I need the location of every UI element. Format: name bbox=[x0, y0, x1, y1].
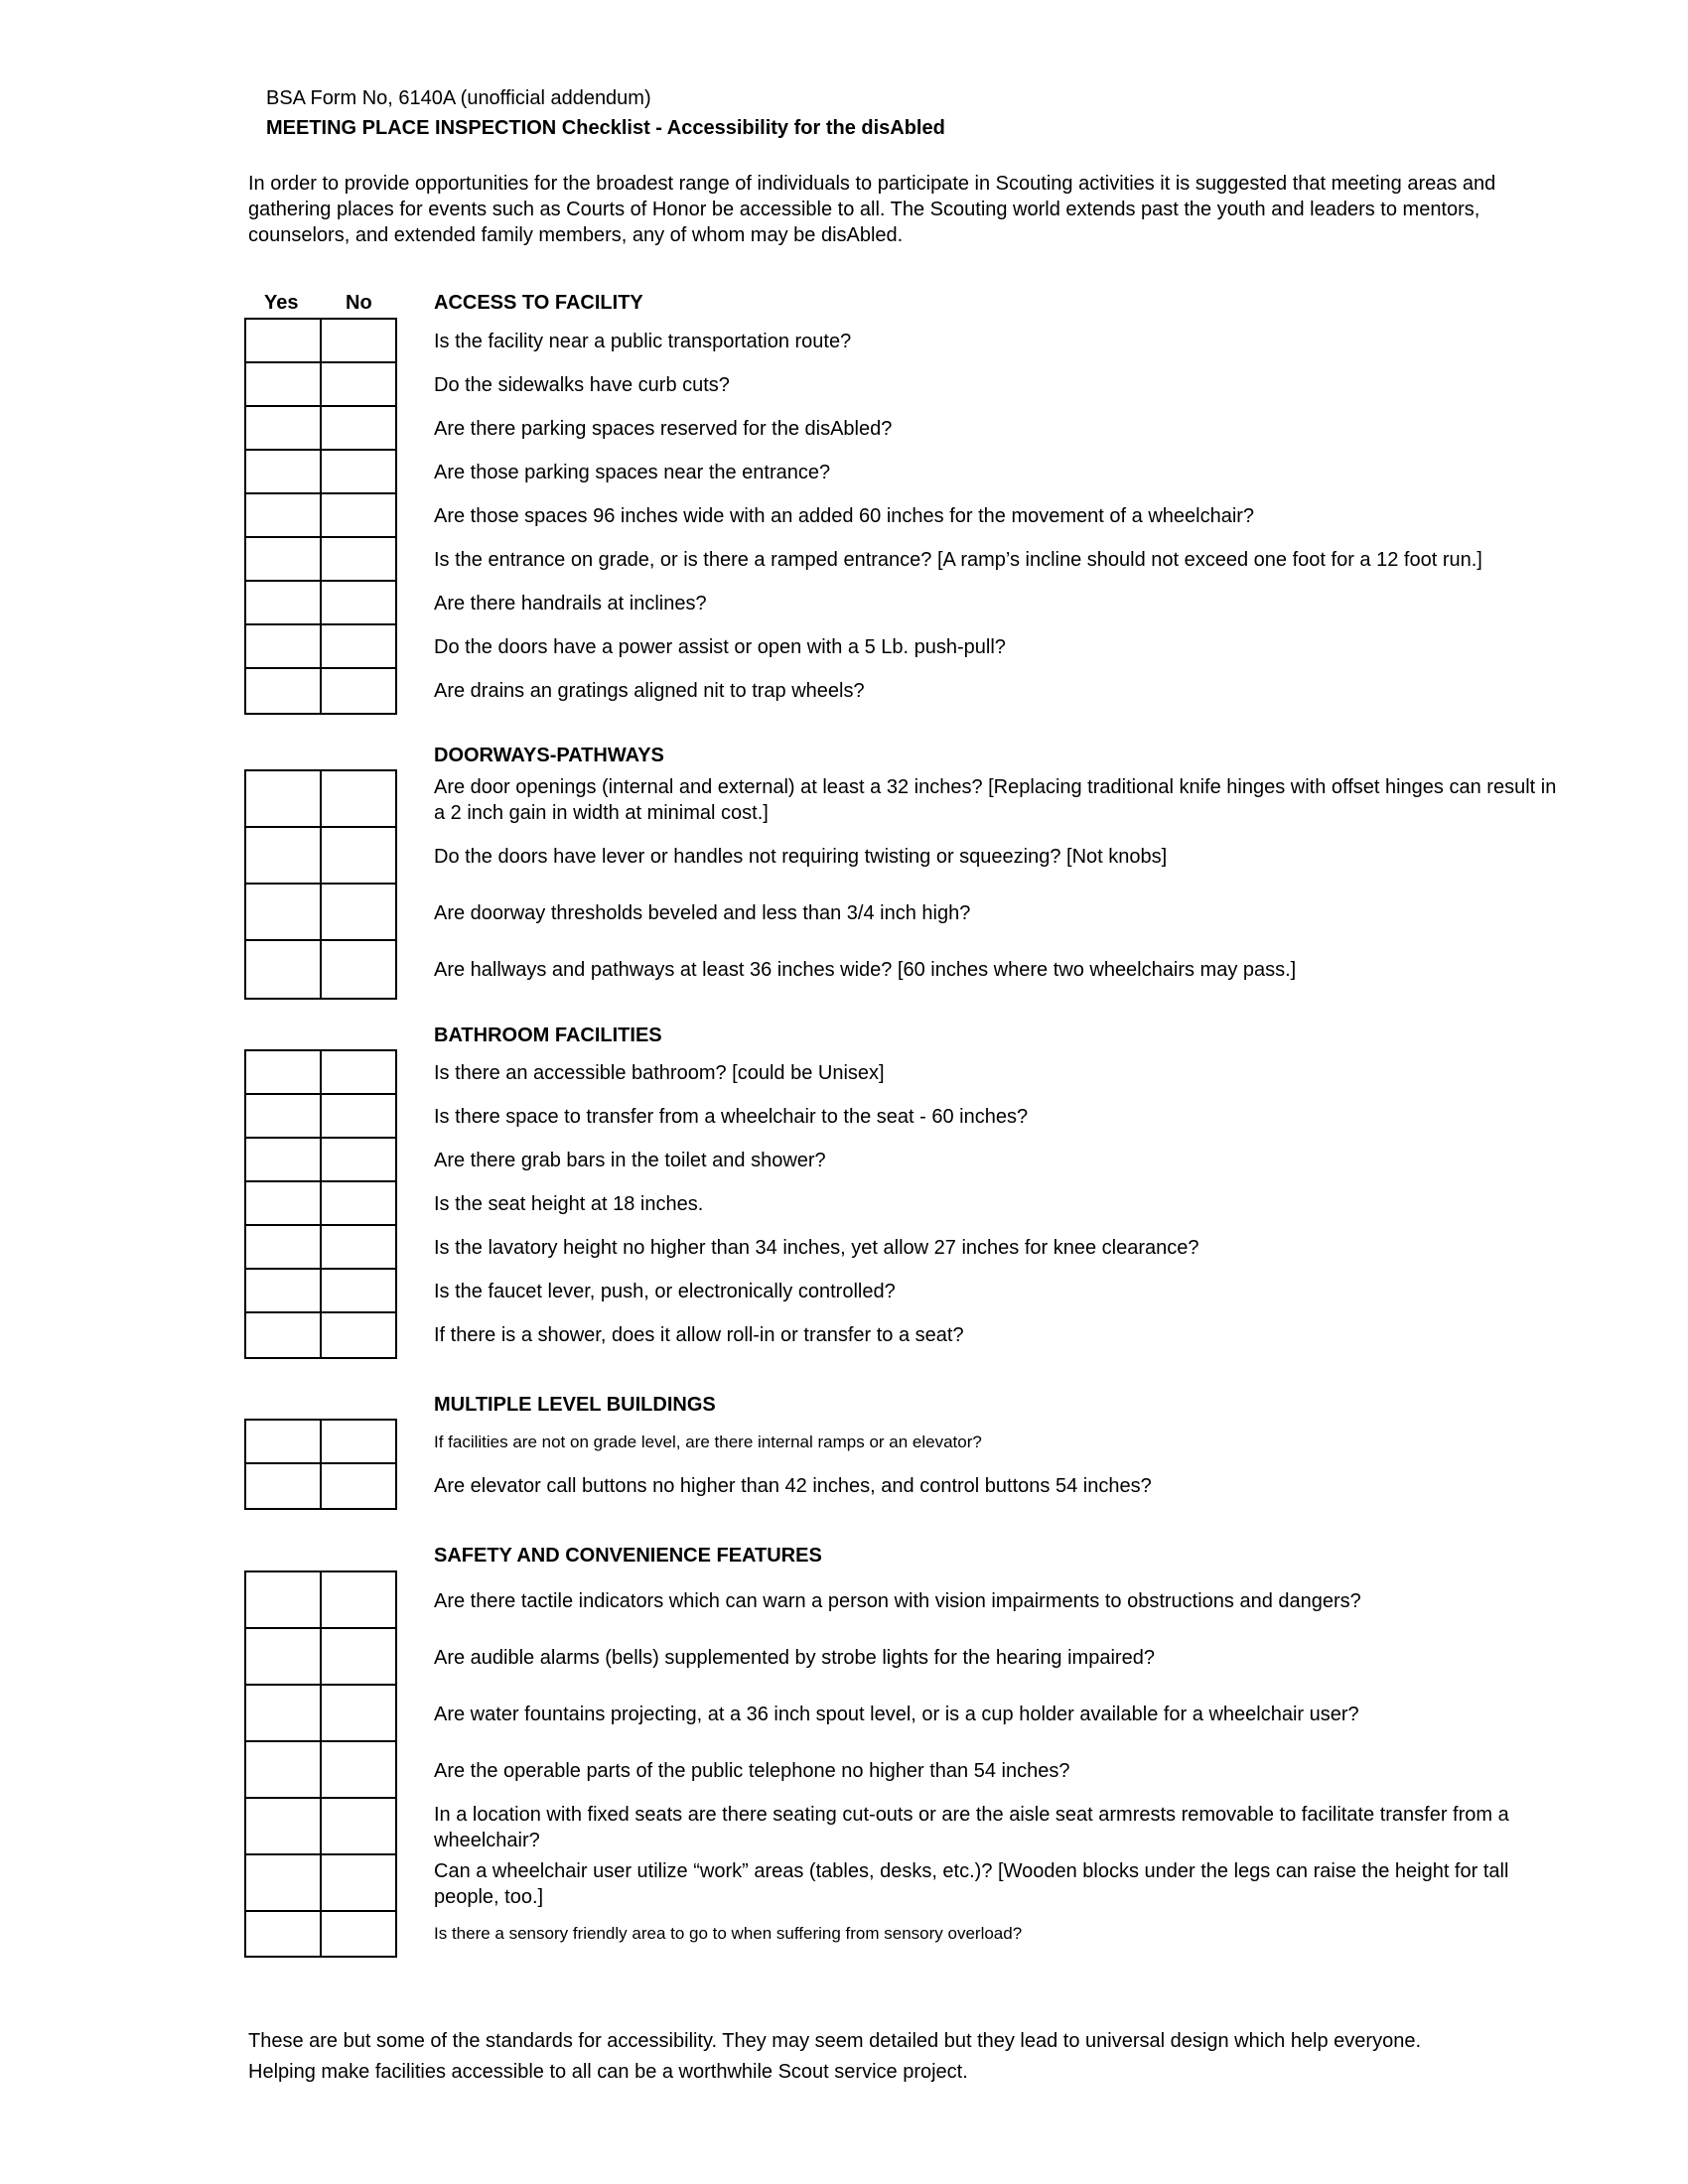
no-checkbox[interactable] bbox=[322, 407, 395, 449]
question-text: Are those spaces 96 inches wide with an added 60 inches for the movement of a wheelchair? bbox=[434, 505, 1255, 527]
checklist-row bbox=[246, 1051, 395, 1095]
no-checkbox[interactable] bbox=[322, 1855, 395, 1910]
checklist-row bbox=[246, 771, 395, 828]
yes-checkbox[interactable] bbox=[246, 363, 322, 405]
yes-checkbox[interactable] bbox=[246, 1464, 322, 1508]
checklist-row bbox=[246, 1686, 395, 1742]
checklist-row bbox=[246, 1270, 395, 1313]
yes-column-header: Yes bbox=[264, 292, 299, 314]
question-text: Is the lavatory height no higher than 34 inches, yet allow 27 inches for knee clearance? bbox=[434, 1237, 1199, 1259]
yes-checkbox[interactable] bbox=[246, 582, 322, 623]
yes-checkbox[interactable] bbox=[246, 1051, 322, 1093]
yes-checkbox[interactable] bbox=[246, 1855, 322, 1910]
checkbox-grid-bathroom bbox=[244, 1049, 397, 1359]
question-text: Are water fountains projecting, at a 36 inch spout level, or is a cup holder available for a wheelchair user? bbox=[434, 1703, 1359, 1725]
checklist-row bbox=[246, 1855, 395, 1912]
no-checkbox[interactable] bbox=[322, 1464, 395, 1508]
question-text: Are there tactile indicators which can warn a person with vision impairments to obstructions and dangers? bbox=[434, 1589, 1361, 1612]
yes-checkbox[interactable] bbox=[246, 1226, 322, 1268]
no-checkbox[interactable] bbox=[322, 363, 395, 405]
no-checkbox[interactable] bbox=[322, 669, 395, 713]
yes-checkbox[interactable] bbox=[246, 669, 322, 713]
no-checkbox[interactable] bbox=[322, 1139, 395, 1180]
no-checkbox[interactable] bbox=[322, 1313, 395, 1357]
question-text: Are doorway thresholds beveled and less than 3/4 inch high? bbox=[434, 901, 971, 924]
no-checkbox[interactable] bbox=[322, 625, 395, 667]
yes-checkbox[interactable] bbox=[246, 1629, 322, 1684]
checkbox-grid-access bbox=[244, 318, 397, 715]
no-checkbox[interactable] bbox=[322, 1572, 395, 1627]
question-text: Are there grab bars in the toilet and shower? bbox=[434, 1150, 826, 1171]
form-title: MEETING PLACE INSPECTION Checklist - Accessibility for the disAbled bbox=[266, 117, 945, 139]
no-checkbox[interactable] bbox=[322, 1421, 395, 1462]
question-text: Is there space to transfer from a wheelchair to the seat - 60 inches? bbox=[434, 1106, 1029, 1128]
footer-line-1: These are but some of the standards for accessibility. They may seem detailed but they lead to universal design which help everyone. bbox=[248, 2030, 1422, 2052]
question-text: Are hallways and pathways at least 36 inches wide? [60 inches where two wheelchairs may pass.] bbox=[434, 958, 1297, 981]
checklist-row bbox=[246, 320, 395, 363]
yes-checkbox[interactable] bbox=[246, 828, 322, 883]
checklist-row bbox=[246, 363, 395, 407]
yes-checkbox[interactable] bbox=[246, 1686, 322, 1740]
question-text: Are the operable parts of the public telephone no higher than 54 inches? bbox=[434, 1759, 1070, 1782]
yes-checkbox[interactable] bbox=[246, 1742, 322, 1797]
checklist-row bbox=[246, 1182, 395, 1226]
yes-checkbox[interactable] bbox=[246, 1182, 322, 1224]
question-text: Is there a sensory friendly area to go to when suffering from sensory overload? bbox=[434, 1924, 1023, 1943]
question-text: Are audible alarms (bells) supplemented by strobe lights for the hearing impaired? bbox=[434, 1646, 1155, 1669]
question-text: Are there parking spaces reserved for the disAbled? bbox=[434, 418, 893, 440]
yes-checkbox[interactable] bbox=[246, 1912, 322, 1956]
question-text: Do the doors have a power assist or open with a 5 Lb. push-pull? bbox=[434, 636, 1006, 658]
no-checkbox[interactable] bbox=[322, 538, 395, 580]
no-checkbox[interactable] bbox=[322, 582, 395, 623]
yes-checkbox[interactable] bbox=[246, 407, 322, 449]
yes-checkbox[interactable] bbox=[246, 1799, 322, 1853]
form-number: BSA Form No, 6140A (unofficial addendum) bbox=[266, 87, 651, 109]
question-text: Are door openings (internal and external) at least a 32 inches? [Replacing traditional knife hinges with offset hinges can result in a 2 inch gain in width at minimal cost.] bbox=[434, 775, 1557, 824]
no-checkbox[interactable] bbox=[322, 1051, 395, 1093]
checklist-row bbox=[246, 1421, 395, 1464]
checklist-row bbox=[246, 941, 395, 998]
yes-checkbox[interactable] bbox=[246, 1139, 322, 1180]
section-title-access: ACCESS TO FACILITY bbox=[434, 292, 643, 314]
no-checkbox[interactable] bbox=[322, 885, 395, 939]
checklist-row bbox=[246, 1464, 395, 1508]
yes-checkbox[interactable] bbox=[246, 451, 322, 492]
yes-checkbox[interactable] bbox=[246, 1421, 322, 1462]
no-column-header: No bbox=[346, 292, 372, 314]
section-title-bathroom: BATHROOM FACILITIES bbox=[434, 1024, 662, 1046]
yes-checkbox[interactable] bbox=[246, 941, 322, 998]
question-text: Do the sidewalks have curb cuts? bbox=[434, 374, 730, 396]
checklist-row bbox=[246, 407, 395, 451]
checklist-row bbox=[246, 1226, 395, 1270]
question-text: If there is a shower, does it allow roll-in or transfer to a seat? bbox=[434, 1324, 964, 1346]
footer-line-2: Helping make facilities accessible to all can be a worthwhile Scout service project. bbox=[248, 2061, 968, 2083]
intro-paragraph: In order to provide opportunities for the broadest range of individuals to participate in Scouting activities it is suggested that meeting areas and gathering places for events such as Courts of Honor be accessible to all. The Scouting world extends past the youth and leaders to mentors, counselors, and extended family members, any of whom may be disAbled. bbox=[248, 173, 1496, 246]
checklist-row bbox=[246, 1572, 395, 1629]
no-checkbox[interactable] bbox=[322, 1182, 395, 1224]
checklist-row bbox=[246, 625, 395, 669]
section-title-doorways: DOORWAYS-PATHWAYS bbox=[434, 745, 664, 766]
checklist-row bbox=[246, 582, 395, 625]
question-text: If facilities are not on grade level, are there internal ramps or an elevator? bbox=[434, 1433, 982, 1451]
checklist-row bbox=[246, 1313, 395, 1357]
checklist-row bbox=[246, 669, 395, 713]
section-title-multilevel: MULTIPLE LEVEL BUILDINGS bbox=[434, 1394, 716, 1416]
yes-checkbox[interactable] bbox=[246, 494, 322, 536]
question-text: Is there an accessible bathroom? [could be Unisex] bbox=[434, 1062, 885, 1084]
question-text: Are those parking spaces near the entrance? bbox=[434, 462, 831, 483]
no-checkbox[interactable] bbox=[322, 451, 395, 492]
no-checkbox[interactable] bbox=[322, 1270, 395, 1311]
checklist-row bbox=[246, 1139, 395, 1182]
checklist-row bbox=[246, 828, 395, 885]
question-text: Do the doors have lever or handles not requiring twisting or squeezing? [Not knobs] bbox=[434, 845, 1168, 868]
checkbox-grid-doorways bbox=[244, 769, 397, 1000]
yes-checkbox[interactable] bbox=[246, 1270, 322, 1311]
checklist-row bbox=[246, 1629, 395, 1686]
section-title-safety: SAFETY AND CONVENIENCE FEATURES bbox=[434, 1545, 822, 1567]
question-text: Are elevator call buttons no higher than 42 inches, and control buttons 54 inches? bbox=[434, 1475, 1152, 1497]
no-checkbox[interactable] bbox=[322, 494, 395, 536]
no-checkbox[interactable] bbox=[322, 1912, 395, 1956]
no-checkbox[interactable] bbox=[322, 1686, 395, 1740]
yes-checkbox[interactable] bbox=[246, 1095, 322, 1137]
checklist-row bbox=[246, 1742, 395, 1799]
question-text: Is the faucet lever, push, or electronically controlled? bbox=[434, 1281, 896, 1302]
no-checkbox[interactable] bbox=[322, 941, 395, 998]
no-checkbox[interactable] bbox=[322, 828, 395, 883]
question-text: Can a wheelchair user utilize “work” areas (tables, desks, etc.)? [Wooden blocks under the legs can raise the height for tall people, too.] bbox=[434, 1859, 1509, 1908]
checklist-row bbox=[246, 1799, 395, 1855]
checklist-row bbox=[246, 1912, 395, 1956]
no-checkbox[interactable] bbox=[322, 1629, 395, 1684]
yes-checkbox[interactable] bbox=[246, 771, 322, 826]
question-text: Are there handrails at inclines? bbox=[434, 593, 707, 614]
checklist-row bbox=[246, 1095, 395, 1139]
yes-checkbox[interactable] bbox=[246, 885, 322, 939]
yes-checkbox[interactable] bbox=[246, 1572, 322, 1627]
no-checkbox[interactable] bbox=[322, 1742, 395, 1797]
checklist-row bbox=[246, 885, 395, 941]
yes-checkbox[interactable] bbox=[246, 538, 322, 580]
no-checkbox[interactable] bbox=[322, 320, 395, 361]
no-checkbox[interactable] bbox=[322, 771, 395, 826]
yes-checkbox[interactable] bbox=[246, 1313, 322, 1357]
checklist-row bbox=[246, 494, 395, 538]
no-checkbox[interactable] bbox=[322, 1095, 395, 1137]
question-text: Is the entrance on grade, or is there a ramped entrance? [A ramp’s incline should not exceed one foot for a 12 foot run.] bbox=[434, 549, 1482, 571]
no-checkbox[interactable] bbox=[322, 1799, 395, 1853]
yes-checkbox[interactable] bbox=[246, 625, 322, 667]
question-text: In a location with fixed seats are there seating cut-outs or are the aisle seat armrests removable to facilitate transfer from a wheelchair? bbox=[434, 1803, 1509, 1851]
yes-checkbox[interactable] bbox=[246, 320, 322, 361]
checkbox-grid-safety bbox=[244, 1570, 397, 1958]
question-text: Is the facility near a public transportation route? bbox=[434, 331, 852, 352]
checkbox-grid-multilevel bbox=[244, 1419, 397, 1510]
question-text: Is the seat height at 18 inches. bbox=[434, 1193, 704, 1215]
checklist-row bbox=[246, 451, 395, 494]
question-text: Are drains an gratings aligned nit to trap wheels? bbox=[434, 680, 865, 702]
no-checkbox[interactable] bbox=[322, 1226, 395, 1268]
checklist-row bbox=[246, 538, 395, 582]
